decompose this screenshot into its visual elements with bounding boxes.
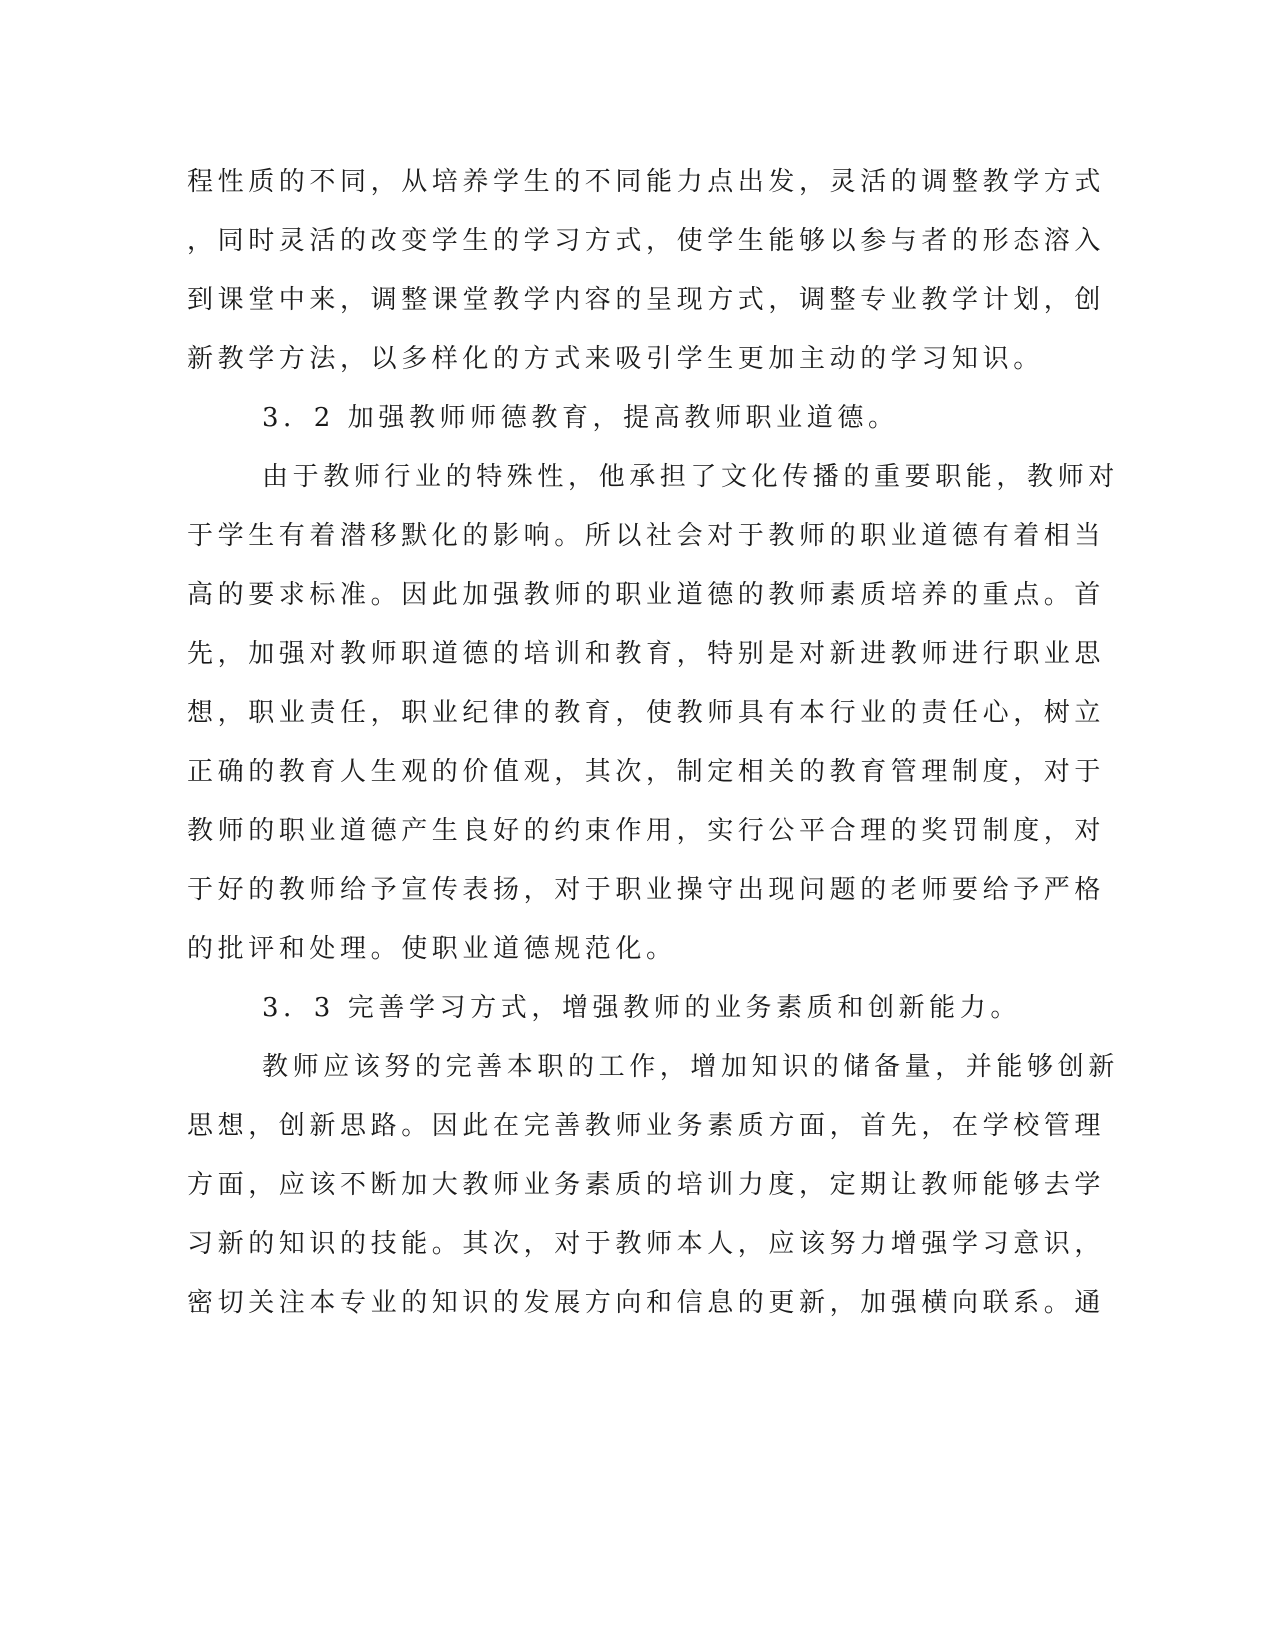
body-line: 到课堂中来，调整课堂教学内容的呈现方式，调整专业教学计划，创 xyxy=(187,285,1106,315)
body-line: 高的要求标准。因此加强教师的职业道德的教师素质培养的重点。首 xyxy=(187,580,1106,610)
body-line: 教师的职业道德产生良好的约束作用，实行公平合理的奖罚制度，对 xyxy=(187,816,1106,846)
body-line: 思想，创新思路。因此在完善教师业务素质方面，首先，在学校管理 xyxy=(187,1111,1106,1141)
body-line: 程性质的不同，从培养学生的不同能力点出发，灵活的调整教学方式 xyxy=(187,167,1106,197)
body-line: 的批评和处理。使职业道德规范化。 xyxy=(187,934,677,964)
body-line: 密切关注本专业的知识的发展方向和信息的更新，加强横向联系。通 xyxy=(187,1288,1106,1318)
body-line: 新教学方法，以多样化的方式来吸引学生更加主动的学习知识。 xyxy=(187,344,1044,374)
body-line: 习新的知识的技能。其次，对于教师本人，应该努力增强学习意识， xyxy=(187,1229,1106,1259)
section-heading: 3．3 完善学习方式，增强教师的业务素质和创新能力。 xyxy=(262,993,1021,1023)
section-heading: 3．2 加强教师师德教育，提高教师职业道德。 xyxy=(262,403,899,433)
body-line: ，同时灵活的改变学生的学习方式，使学生能够以参与者的形态溶入 xyxy=(187,226,1106,256)
body-line: 于好的教师给予宣传表扬，对于职业操守出现问题的老师要给予严格 xyxy=(187,875,1106,905)
body-line: 想，职业责任，职业纪律的教育，使教师具有本行业的责任心，树立 xyxy=(187,698,1106,728)
body-line: 教师应该努的完善本职的工作，增加知识的储备量，并能够创新 xyxy=(262,1052,1119,1082)
body-line: 正确的教育人生观的价值观，其次，制定相关的教育管理制度，对于 xyxy=(187,757,1106,787)
body-line: 先，加强对教师职道德的培训和教育，特别是对新进教师进行职业思 xyxy=(187,639,1106,669)
body-line: 于学生有着潜移默化的影响。所以社会对于教师的职业道德有着相当 xyxy=(187,521,1106,551)
body-line: 方面，应该不断加大教师业务素质的培训力度，定期让教师能够去学 xyxy=(187,1170,1106,1200)
body-line: 由于教师行业的特殊性，他承担了文化传播的重要职能，教师对 xyxy=(262,462,1119,492)
